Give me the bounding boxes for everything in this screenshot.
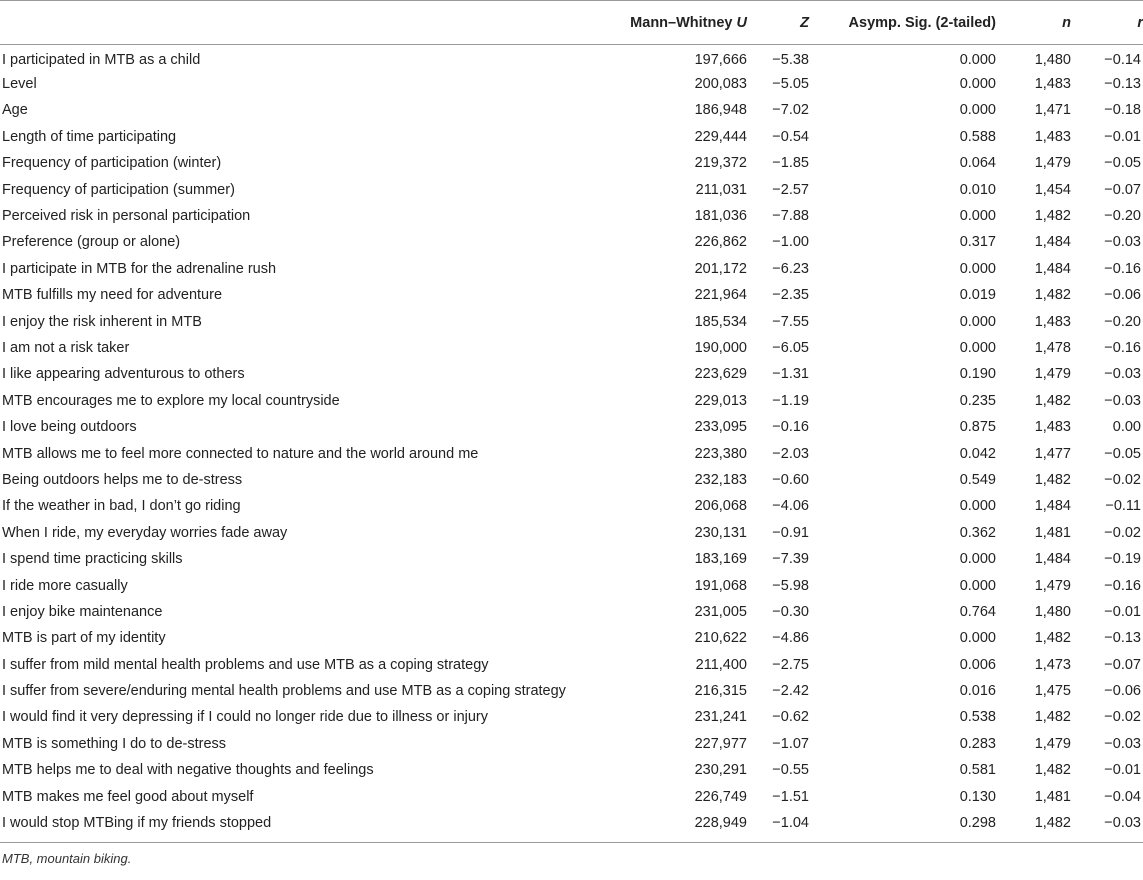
cell-n: 1,479 <box>1034 155 1071 172</box>
cell-sig: 0.317 <box>959 234 996 251</box>
cell-sig: 0.000 <box>959 51 996 68</box>
table-body <box>0 45 1143 837</box>
cell-z: −7.39 <box>772 551 809 568</box>
cell-n: 1,482 <box>1034 762 1071 779</box>
row-label: I love being outdoors <box>2 419 137 436</box>
cell-u: 201,172 <box>694 260 747 277</box>
cell-u: 233,095 <box>694 419 747 436</box>
table-row <box>0 176 1143 202</box>
cell-r: −0.05 <box>1104 155 1141 172</box>
cell-z: −1.00 <box>772 234 809 251</box>
table-row <box>0 414 1143 440</box>
table-row <box>0 625 1143 651</box>
cell-u: 231,241 <box>694 709 747 726</box>
cell-sig: 0.000 <box>959 577 996 594</box>
cell-z: −0.54 <box>772 128 809 145</box>
cell-z: −7.88 <box>772 208 809 225</box>
table-row <box>0 678 1143 704</box>
cell-z: −2.75 <box>772 656 809 673</box>
cell-r: −0.01 <box>1104 603 1141 620</box>
cell-sig: 0.538 <box>959 709 996 726</box>
cell-r: −0.20 <box>1104 313 1141 330</box>
cell-u: 226,862 <box>694 234 747 251</box>
table-row <box>0 388 1143 414</box>
cell-n: 1,482 <box>1034 709 1071 726</box>
cell-r: −0.06 <box>1104 287 1141 304</box>
cell-u: 186,948 <box>694 102 747 119</box>
header-r: r <box>1071 1 1143 45</box>
cell-n: 1,484 <box>1034 234 1071 251</box>
cell-r: −0.03 <box>1104 234 1141 251</box>
cell-u: 219,372 <box>694 155 747 172</box>
table-row <box>0 97 1143 123</box>
cell-sig: 0.130 <box>959 788 996 805</box>
cell-r: −0.16 <box>1104 339 1141 356</box>
row-label: MTB encourages me to explore my local countryside <box>2 392 340 409</box>
cell-n: 1,475 <box>1034 683 1071 700</box>
cell-r: −0.13 <box>1104 630 1141 647</box>
cell-z: −2.03 <box>772 445 809 462</box>
cell-z: −1.31 <box>772 366 809 383</box>
table-row <box>0 229 1143 255</box>
row-label: MTB makes me feel good about myself <box>2 788 254 805</box>
cell-n: 1,482 <box>1034 392 1071 409</box>
cell-n: 1,484 <box>1034 260 1071 277</box>
row-label: I would stop MTBing if my friends stopped <box>2 815 272 832</box>
row-label: I participate in MTB for the adrenaline rush <box>2 260 277 277</box>
row-label: I participated in MTB as a child <box>2 51 201 68</box>
cell-sig: 0.042 <box>959 445 996 462</box>
cell-u: 229,013 <box>694 392 747 409</box>
table-row <box>0 704 1143 730</box>
table-row <box>0 124 1143 150</box>
cell-u: 230,131 <box>694 524 747 541</box>
table-row <box>0 546 1143 572</box>
table-row <box>0 150 1143 176</box>
cell-n: 1,481 <box>1034 524 1071 541</box>
cell-z: −0.16 <box>772 419 809 436</box>
table-row <box>0 203 1143 229</box>
row-label: I enjoy bike maintenance <box>2 603 163 620</box>
cell-r: 0.00 <box>1112 419 1141 436</box>
cell-sig: 0.000 <box>959 498 996 515</box>
cell-r: −0.02 <box>1104 471 1141 488</box>
cell-n: 1,483 <box>1034 76 1071 93</box>
cell-sig: 0.235 <box>959 392 996 409</box>
table-row <box>0 757 1143 783</box>
cell-u: 210,622 <box>694 630 747 647</box>
row-label: I suffer from severe/enduring mental health problems and use MTB as a coping strategy <box>2 683 566 700</box>
table-bottom-rule <box>0 842 1143 843</box>
cell-sig: 0.588 <box>959 128 996 145</box>
row-label: MTB allows me to feel more connected to nature and the world around me <box>2 445 479 462</box>
cell-r: −0.19 <box>1104 551 1141 568</box>
cell-u: 197,666 <box>694 51 747 68</box>
cell-z: −2.42 <box>772 683 809 700</box>
cell-r: −0.16 <box>1104 577 1141 594</box>
cell-z: −4.06 <box>772 498 809 515</box>
cell-u: 206,068 <box>694 498 747 515</box>
cell-z: −5.38 <box>772 51 809 68</box>
row-label: I spend time practicing skills <box>2 551 183 568</box>
header-item <box>0 1 612 45</box>
cell-sig: 0.581 <box>959 762 996 779</box>
cell-r: −0.02 <box>1104 524 1141 541</box>
cell-r: −0.01 <box>1104 128 1141 145</box>
cell-n: 1,482 <box>1034 815 1071 832</box>
table-row <box>0 256 1143 282</box>
cell-u: 216,315 <box>694 683 747 700</box>
cell-u: 221,964 <box>694 287 747 304</box>
cell-n: 1,471 <box>1034 102 1071 119</box>
cell-u: 230,291 <box>694 762 747 779</box>
cell-r: −0.11 <box>1105 498 1141 515</box>
table-row <box>0 467 1143 493</box>
row-label: Length of time participating <box>2 128 177 145</box>
row-label: I like appearing adventurous to others <box>2 366 245 383</box>
cell-z: −0.91 <box>772 524 809 541</box>
cell-u: 223,629 <box>694 366 747 383</box>
cell-z: −1.85 <box>772 155 809 172</box>
table-row <box>0 731 1143 757</box>
table-row <box>0 572 1143 598</box>
row-label: MTB fulfills my need for adventure <box>2 287 223 304</box>
row-label: I ride more casually <box>2 577 128 594</box>
cell-sig: 0.362 <box>959 524 996 541</box>
cell-sig: 0.000 <box>959 208 996 225</box>
table-row <box>0 493 1143 519</box>
cell-sig: 0.875 <box>959 419 996 436</box>
cell-z: −6.05 <box>772 339 809 356</box>
cell-sig: 0.000 <box>959 339 996 356</box>
cell-sig: 0.283 <box>959 735 996 752</box>
cell-z: −1.51 <box>772 788 809 805</box>
cell-z: −6.23 <box>772 260 809 277</box>
cell-n: 1,483 <box>1034 313 1071 330</box>
cell-sig: 0.019 <box>959 287 996 304</box>
row-label: MTB is something I do to de-stress <box>2 735 227 752</box>
table-row <box>0 335 1143 361</box>
cell-r: −0.03 <box>1104 815 1141 832</box>
cell-u: 181,036 <box>694 208 747 225</box>
table-header <box>0 1 1143 45</box>
row-label: I am not a risk taker <box>2 339 130 356</box>
cell-sig: 0.000 <box>959 76 996 93</box>
header-u-var: U <box>736 14 747 31</box>
cell-sig: 0.006 <box>959 656 996 673</box>
cell-r: −0.07 <box>1104 181 1141 198</box>
cell-u: 227,977 <box>694 735 747 752</box>
cell-sig: 0.764 <box>959 603 996 620</box>
cell-z: −2.35 <box>772 287 809 304</box>
cell-sig: 0.000 <box>959 102 996 119</box>
cell-z: −0.55 <box>772 762 809 779</box>
cell-sig: 0.549 <box>959 471 996 488</box>
header-z: Z <box>747 1 817 45</box>
row-label: I enjoy the risk inherent in MTB <box>2 313 202 330</box>
cell-u: 185,534 <box>694 313 747 330</box>
table-row <box>0 810 1143 836</box>
table-row <box>0 651 1143 677</box>
cell-u: 228,949 <box>694 815 747 832</box>
cell-n: 1,482 <box>1034 208 1071 225</box>
cell-r: −0.13 <box>1104 76 1141 93</box>
cell-r: −0.03 <box>1104 392 1141 409</box>
cell-u: 211,400 <box>695 656 747 673</box>
row-label: Level <box>2 76 37 93</box>
row-label: MTB is part of my identity <box>2 630 166 647</box>
cell-n: 1,473 <box>1034 656 1071 673</box>
header-asymp-sig: Asymp. Sig. (2-tailed) <box>817 1 996 45</box>
cell-sig: 0.000 <box>959 313 996 330</box>
cell-n: 1,484 <box>1034 551 1071 568</box>
cell-z: −1.07 <box>772 735 809 752</box>
cell-u: 191,068 <box>694 577 747 594</box>
cell-n: 1,483 <box>1034 419 1071 436</box>
cell-n: 1,479 <box>1034 577 1071 594</box>
cell-u: 211,031 <box>695 181 747 198</box>
cell-r: −0.04 <box>1104 788 1141 805</box>
cell-sig: 0.190 <box>959 366 996 383</box>
cell-u: 226,749 <box>694 788 747 805</box>
cell-z: −0.30 <box>772 603 809 620</box>
cell-n: 1,482 <box>1034 287 1071 304</box>
cell-r: −0.03 <box>1104 735 1141 752</box>
table-row <box>0 520 1143 546</box>
cell-u: 231,005 <box>694 603 747 620</box>
cell-n: 1,479 <box>1034 735 1071 752</box>
row-label: I would find it very depressing if I could no longer ride due to illness or injury <box>2 709 489 726</box>
cell-z: −1.04 <box>772 815 809 832</box>
table-row <box>0 599 1143 625</box>
row-label: Age <box>2 102 28 119</box>
row-label: MTB helps me to deal with negative thoughts and feelings <box>2 762 374 779</box>
cell-n: 1,482 <box>1034 630 1071 647</box>
cell-z: −5.05 <box>772 76 809 93</box>
table-row <box>0 361 1143 387</box>
cell-r: −0.01 <box>1104 762 1141 779</box>
cell-r: −0.16 <box>1104 260 1141 277</box>
table-row <box>0 282 1143 308</box>
cell-u: 200,083 <box>694 76 747 93</box>
cell-n: 1,480 <box>1034 51 1071 68</box>
cell-n: 1,454 <box>1034 181 1071 198</box>
table-row <box>0 440 1143 466</box>
cell-r: −0.02 <box>1104 709 1141 726</box>
cell-n: 1,478 <box>1034 339 1071 356</box>
cell-z: −5.98 <box>772 577 809 594</box>
header-row <box>0 1 1143 45</box>
cell-sig: 0.064 <box>959 155 996 172</box>
cell-n: 1,482 <box>1034 471 1071 488</box>
cell-z: −4.86 <box>772 630 809 647</box>
cell-r: −0.07 <box>1104 656 1141 673</box>
cell-r: −0.20 <box>1104 208 1141 225</box>
header-mann-whitney-u <box>612 1 747 45</box>
cell-z: −1.19 <box>772 392 809 409</box>
cell-n: 1,481 <box>1034 788 1071 805</box>
cell-z: −2.57 <box>772 181 809 198</box>
row-label: Frequency of participation (winter) <box>2 155 222 172</box>
cell-sig: 0.010 <box>959 181 996 198</box>
cell-r: −0.14 <box>1104 51 1141 68</box>
cell-n: 1,484 <box>1034 498 1071 515</box>
row-label: Being outdoors helps me to de-stress <box>2 471 243 488</box>
table-footnote: MTB, mountain biking. <box>2 851 132 867</box>
cell-u: 229,444 <box>694 128 747 145</box>
cell-n: 1,477 <box>1034 445 1071 462</box>
table-row <box>0 308 1143 334</box>
header-u-prefix: Mann–Whitney <box>630 14 737 31</box>
row-label: If the weather in bad, I don’t go riding <box>2 498 241 515</box>
cell-sig: 0.016 <box>959 683 996 700</box>
cell-r: −0.05 <box>1104 445 1141 462</box>
row-label: Perceived risk in personal participation <box>2 208 251 225</box>
cell-r: −0.06 <box>1104 683 1141 700</box>
row-label: Preference (group or alone) <box>2 234 181 251</box>
table-row <box>0 783 1143 809</box>
row-label: Frequency of participation (summer) <box>2 181 235 198</box>
row-label: When I ride, my everyday worries fade away <box>2 524 288 541</box>
cell-z: −0.60 <box>772 471 809 488</box>
cell-sig: 0.000 <box>959 260 996 277</box>
header-n: n <box>996 1 1071 45</box>
cell-r: −0.18 <box>1104 102 1141 119</box>
cell-u: 183,169 <box>694 551 747 568</box>
cell-sig: 0.000 <box>959 551 996 568</box>
cell-z: −7.55 <box>772 313 809 330</box>
table-row <box>0 71 1143 97</box>
cell-u: 232,183 <box>694 471 747 488</box>
cell-u: 190,000 <box>694 339 747 356</box>
cell-n: 1,479 <box>1034 366 1071 383</box>
table-row <box>0 45 1143 71</box>
cell-sig: 0.000 <box>959 630 996 647</box>
cell-z: −7.02 <box>772 102 809 119</box>
cell-u: 223,380 <box>694 445 747 462</box>
cell-sig: 0.298 <box>959 815 996 832</box>
cell-n: 1,480 <box>1034 603 1071 620</box>
cell-r: −0.03 <box>1104 366 1141 383</box>
cell-z: −0.62 <box>772 709 809 726</box>
cell-n: 1,483 <box>1034 128 1071 145</box>
row-label: I suffer from mild mental health problems and use MTB as a coping strategy <box>2 656 489 673</box>
